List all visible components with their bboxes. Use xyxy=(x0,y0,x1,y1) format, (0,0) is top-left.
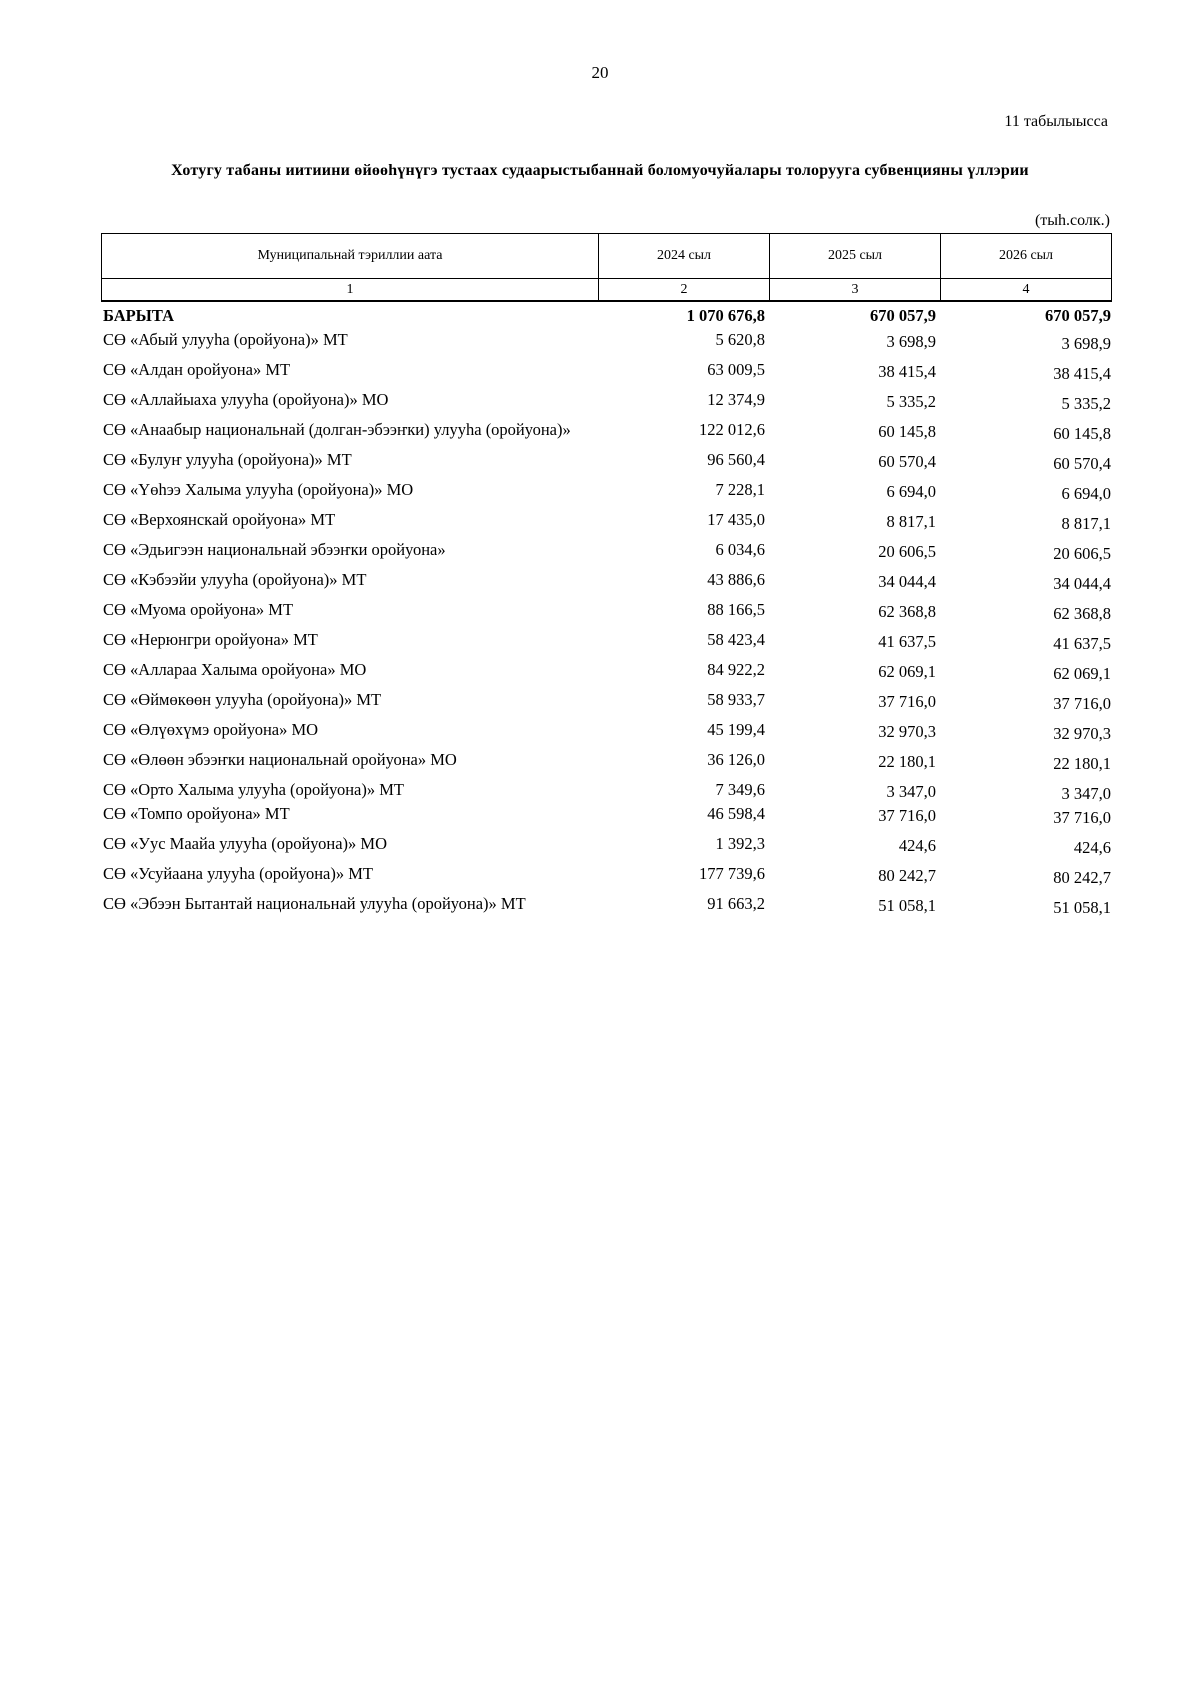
row-value-2024: 84 922,2 xyxy=(707,660,765,679)
row-value-2024: 17 435,0 xyxy=(707,510,765,529)
row-municipality: СӨ «Өлөөн эбээҥки национальнай оройуона» МО xyxy=(103,750,457,769)
row-value-2024: 6 034,6 xyxy=(715,540,765,559)
row-municipality: СӨ «Өлүөхүмэ оройуона» МО xyxy=(103,720,319,739)
column-number: 4 xyxy=(941,279,1112,302)
row-municipality: СӨ «Кэбээйи улууһа (оройуона)» МТ xyxy=(103,570,367,589)
row-value-2026: 38 415,4 xyxy=(1053,364,1111,383)
row-value-2024: 12 374,9 xyxy=(707,390,765,409)
table-row xyxy=(101,510,1111,540)
row-value-2026: 6 694,0 xyxy=(1061,484,1111,503)
column-number: 3 xyxy=(770,279,941,302)
row-value-2024: 96 560,4 xyxy=(707,450,765,469)
header-2026: 2026 сыл xyxy=(941,234,1112,279)
row-value-2026: 51 058,1 xyxy=(1053,898,1111,917)
column-number-row xyxy=(102,279,1112,302)
total-row xyxy=(101,306,1111,330)
row-value-2025: 22 180,1 xyxy=(878,752,936,771)
row-value-2025: 41 637,5 xyxy=(878,632,936,651)
row-value-2024: 46 598,4 xyxy=(707,804,765,823)
row-value-2025: 60 145,8 xyxy=(878,422,936,441)
row-municipality: СӨ «Өймөкөөн улууһа (оройуона)» МТ xyxy=(103,690,382,709)
row-value-2025: 32 970,3 xyxy=(878,722,936,741)
row-value-2026: 80 242,7 xyxy=(1053,868,1111,887)
table-row xyxy=(101,750,1111,780)
row-municipality: СӨ «Булуҥ улууһа (оройуона)» МТ xyxy=(103,450,352,469)
table-row xyxy=(101,540,1111,570)
table-row xyxy=(101,780,1111,804)
row-value-2025: 80 242,7 xyxy=(878,866,936,885)
row-municipality: СӨ «Томпо оройуона» МТ xyxy=(103,804,290,823)
row-value-2026: 8 817,1 xyxy=(1061,514,1111,533)
header-row xyxy=(102,234,1112,279)
row-municipality: СӨ «Абый улууһа (оройуона)» МТ xyxy=(103,330,348,349)
row-value-2026: 34 044,4 xyxy=(1053,574,1111,593)
row-value-2026: 5 335,2 xyxy=(1061,394,1111,413)
row-value-2024: 58 933,7 xyxy=(707,690,765,709)
row-value-2025: 62 368,8 xyxy=(878,602,936,621)
row-value-2026: 37 716,0 xyxy=(1053,808,1111,827)
header-municipality: Муниципальнай тэриллии аата xyxy=(102,234,599,279)
table-row xyxy=(101,804,1111,834)
table-row xyxy=(101,330,1111,360)
table-row xyxy=(101,720,1111,750)
row-value-2025: 37 716,0 xyxy=(878,806,936,825)
row-value-2024: 122 012,6 xyxy=(699,420,765,439)
row-value-2025: 424,6 xyxy=(898,836,936,855)
row-value-2026: 32 970,3 xyxy=(1053,724,1111,743)
row-value-2024: 88 166,5 xyxy=(707,600,765,619)
row-municipality: СӨ «Алдан оройуона» МТ xyxy=(103,360,291,379)
row-value-2024: 45 199,4 xyxy=(707,720,765,739)
row-value-2025: 5 335,2 xyxy=(886,392,936,411)
row-value-2024: 63 009,5 xyxy=(707,360,765,379)
row-value-2025: 3 347,0 xyxy=(886,782,936,801)
total-label: БАРЫТА xyxy=(103,306,174,325)
page-number: 20 xyxy=(591,63,609,82)
row-value-2025: 60 570,4 xyxy=(878,452,936,471)
table-row xyxy=(101,864,1111,894)
total-2025: 670 057,9 xyxy=(870,306,936,325)
row-municipality: СӨ «Верхоянскай оройуона» МТ xyxy=(103,510,336,529)
row-value-2026: 41 637,5 xyxy=(1053,634,1111,653)
data-table xyxy=(101,306,1111,924)
row-value-2024: 7 349,6 xyxy=(715,780,765,799)
table-row xyxy=(101,480,1111,510)
table-row xyxy=(101,834,1111,864)
row-value-2024: 177 739,6 xyxy=(699,864,765,883)
table-header xyxy=(101,233,1112,302)
row-municipality: СӨ «Аллайыаха улууһа (оройуона)» МО xyxy=(103,390,389,409)
document-title: Хотугу табаны иитиини өйөөһүнүгэ тустаах судаарыстыбаннай боломуочуйалары толоруугa субвенцияны үллэрии xyxy=(171,162,1029,179)
row-value-2024: 36 126,0 xyxy=(707,750,765,769)
row-value-2025: 6 694,0 xyxy=(886,482,936,501)
row-value-2025: 38 415,4 xyxy=(878,362,936,381)
row-value-2024: 5 620,8 xyxy=(715,330,765,349)
row-municipality: СӨ «Анаабыр национальнай (долган-эбээҥки) улууһа (оройуона)» xyxy=(103,420,571,439)
row-value-2025: 37 716,0 xyxy=(878,692,936,711)
row-municipality: СӨ «Эбээн Бытантай национальнай улууһа (оройуона)» МТ xyxy=(103,894,526,913)
column-number: 2 xyxy=(599,279,770,302)
row-value-2026: 424,6 xyxy=(1073,838,1111,857)
row-municipality: СӨ «Нерюнгри оройуона» МТ xyxy=(103,630,318,649)
table-row xyxy=(101,630,1111,660)
row-value-2026: 60 145,8 xyxy=(1053,424,1111,443)
row-value-2025: 34 044,4 xyxy=(878,572,936,591)
row-value-2026: 62 368,8 xyxy=(1053,604,1111,623)
table-row xyxy=(101,390,1111,420)
table-row xyxy=(101,660,1111,690)
row-municipality: СӨ «Орто Халыма улууһа (оройуона)» МТ xyxy=(103,780,404,799)
row-value-2026: 3 347,0 xyxy=(1061,784,1111,803)
row-value-2026: 20 606,5 xyxy=(1053,544,1111,563)
total-2024: 1 070 676,8 xyxy=(686,306,765,325)
row-value-2026: 37 716,0 xyxy=(1053,694,1111,713)
table-row xyxy=(101,570,1111,600)
row-value-2024: 43 886,6 xyxy=(707,570,765,589)
header-2024: 2024 сыл xyxy=(599,234,770,279)
table-row xyxy=(101,894,1111,924)
header-2025: 2025 сыл xyxy=(770,234,941,279)
table-row xyxy=(101,600,1111,630)
total-2026: 670 057,9 xyxy=(1045,306,1111,325)
row-value-2026: 62 069,1 xyxy=(1053,664,1111,683)
row-value-2026: 3 698,9 xyxy=(1061,334,1111,353)
appendix-label: 11 табылыысса xyxy=(1004,113,1108,130)
row-value-2024: 91 663,2 xyxy=(707,894,765,913)
table-row xyxy=(101,450,1111,480)
table-row xyxy=(101,360,1111,390)
row-value-2026: 22 180,1 xyxy=(1053,754,1111,773)
row-value-2025: 3 698,9 xyxy=(886,332,936,351)
table-row xyxy=(101,690,1111,720)
row-municipality: СӨ «Аллараа Халыма оройуона» МО xyxy=(103,660,367,679)
row-value-2025: 20 606,5 xyxy=(878,542,936,561)
column-number: 1 xyxy=(102,279,599,302)
row-value-2024: 7 228,1 xyxy=(715,480,765,499)
row-value-2024: 58 423,4 xyxy=(707,630,765,649)
row-value-2026: 60 570,4 xyxy=(1053,454,1111,473)
table-row xyxy=(101,420,1111,450)
units-label: (тыһ.солк.) xyxy=(1034,212,1110,229)
row-value-2024: 1 392,3 xyxy=(715,834,765,853)
row-municipality: СӨ «Эдьигээн национальнай эбээҥки оройуона» xyxy=(103,540,446,559)
row-value-2025: 51 058,1 xyxy=(878,896,936,915)
row-value-2025: 8 817,1 xyxy=(886,512,936,531)
row-municipality: СӨ «Усуйаана улууһа (оройуона)» МТ xyxy=(103,864,374,883)
row-municipality: СӨ «Үөһээ Халыма улууһа (оройуона)» МО xyxy=(103,480,414,499)
row-value-2025: 62 069,1 xyxy=(878,662,936,681)
row-municipality: СӨ «Уус Маайа улууһа (оройуона)» МО xyxy=(103,834,388,853)
row-municipality: СӨ «Муома оройуона» МТ xyxy=(103,600,294,619)
